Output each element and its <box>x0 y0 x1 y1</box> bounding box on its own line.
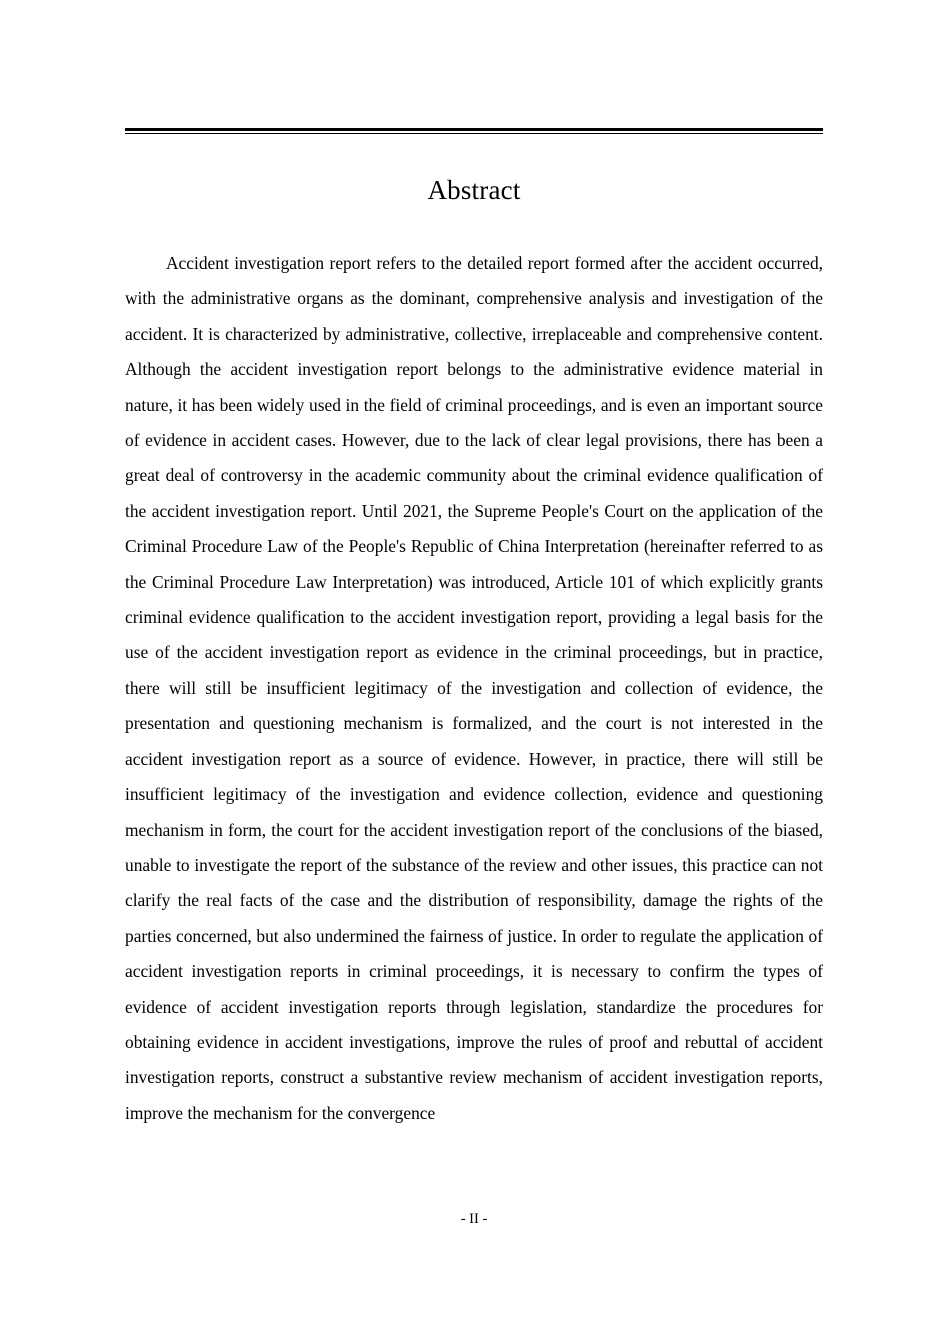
header-rule-thin <box>125 133 823 134</box>
header-divider-rule <box>125 128 823 134</box>
abstract-paragraph: Accident investigation report refers to the detailed report formed after the accident occurred, with the administrative organs as the dominant, comprehensive analysis and investigation of the accident. It is characterized by administrative, collective, irreplaceable and comprehensive content. Although the accident investigation report belongs to the administrative evidence material in nature, it has been widely used in the field of criminal proceedings, and is even an important source of evidence in accident cases. However, due to the lack of clear legal provisions, there has been a great deal of controversy in the academic community about the criminal evidence qualification of the accident investigation report. Until 2021, the Supreme People's Court on the application of the Criminal Procedure Law of the People's Republic of China Interpretation (hereinafter referred to as the Criminal Procedure Law Interpretation) was introduced, Article 101 of which explicitly grants criminal evidence qualification to the accident investigation report, providing a legal basis for the use of the accident investigation report as evidence in the criminal proceedings, but in practice, there will still be insufficient legitimacy of the investigation and collection of evidence, the presentation and questioning mechanism is formalized, and the court is not interested in the accident investigation report as a source of evidence. However, in practice, there will still be insufficient legitimacy of the investigation and evidence collection, evidence and questioning mechanism in form, the court for the accident investigation report of the conclusions of the biased, unable to investigate the report of the substance of the review and other issues, this practice can not clarify the real facts of the case and the distribution of responsibility, damage the rights of the parties concerned, but also undermined the fairness of justice. In order to regulate the application of accident investigation reports in criminal proceedings, it is necessary to confirm the types of evidence of accident investigation reports through legislation, standardize the procedures for obtaining evidence in accident investigations, improve the rules of proof and rebuttal of accident investigation reports, construct a substantive review mechanism of accident investigation reports, improve the mechanism for the convergence <box>125 253 823 1123</box>
page-title: Abstract <box>427 175 521 205</box>
page-number: - II - <box>460 1211 488 1227</box>
